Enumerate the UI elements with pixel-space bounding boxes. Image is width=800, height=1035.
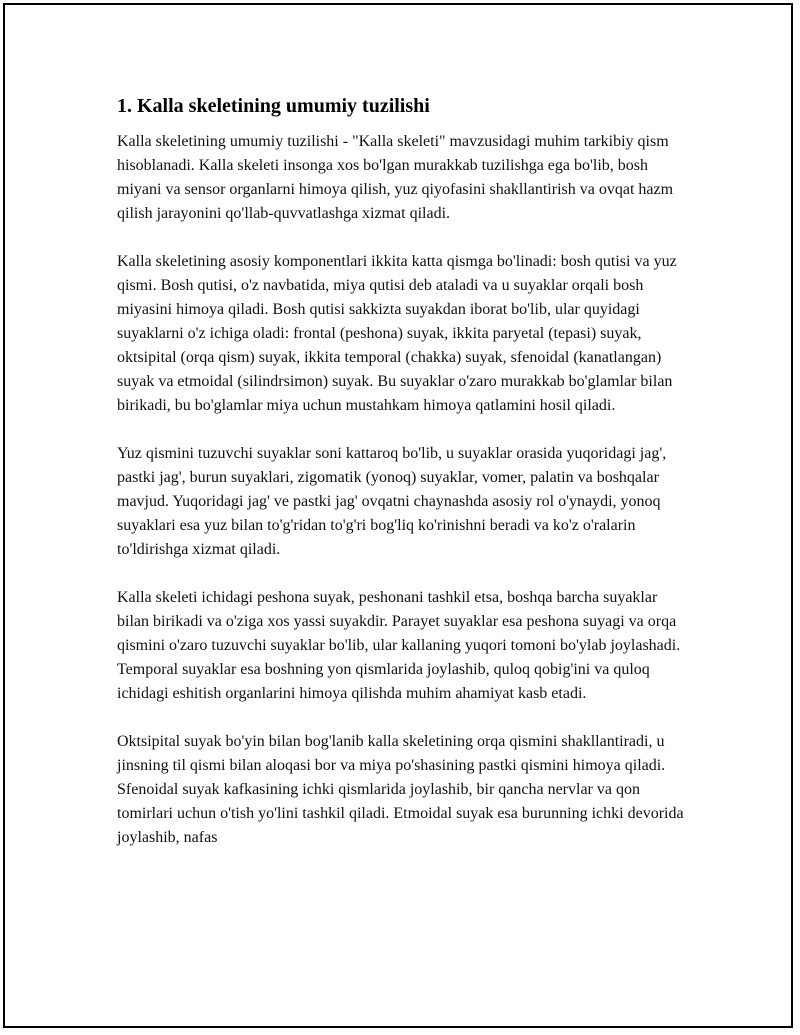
document-body [117,92,692,874]
paragraph-1: Kalla skeletining umumiy tuzilishi - "Kalla skeleti" mavzusidagi muhim tarkibiy qism hisoblanadi. Kalla skeleti insonga xos bo'lgan murakkab tuzilishga ega bo'lib, bosh miyani va sensor organlarni himoya qilish, yuz qiyofasini shakllantirish va ovqat hazm qilish jarayonini qo'llab-quvvatlashga xizmat qiladi. [117,133,674,222]
paragraph-3: Yuz qismini tuzuvchi suyaklar soni kattaroq bo'lib, u suyaklar orasida yuqoridagi jag', pastki jag', burun suyaklari, zigomatik (yonoq) suyaklar, vomer, palatin va boshqalar mavjud. Yuqoridagi jag' ve pastki jag' ovqatni chaynashda asosiy rol o'ynaydi, yonoq suyaklari esa yuz bilan to'g'ridan to'g'ri bog'liq ko'rinishni beradi va ko'z o'ralarin to'ldirishga xizmat qiladi. [117,445,667,558]
paragraph-4: Kalla skeleti ichidagi peshona suyak, peshonani tashkil etsa, boshqa barcha suyaklar bilan birikadi va o'ziga xos yassi suyakdir. Parayet suyaklar esa peshona suyagi va orqa qismini o'zaro tuzuvchi suyaklar bo'lib, ular kallaning yuqori tomoni bo'ylab joylashadi. Temporal suyaklar esa boshning yon qismlarida joylashib, quloq qobig'ini va quloq ichidagi eshitish organlarini himoya qilishda muhim ahamiyat kasb etadi. [117,589,681,702]
paragraph-5: Oktsipital suyak bo'yin bilan bog'lanib kalla skeletining orqa qismini shakllantiradi, u jinsning til qismi bilan aloqasi bor va miya po'shasining pastki qismini himoya qiladi. Sfenoidal suyak kafkasining ichki qismlarida joylashib, bir qancha nervlar va qon tomirlari uchun o'tish yo'lini tashkil qiladi. Etmoidal suyak esa burunning ichki devorida joylashib, nafas [117,733,684,846]
section-heading: 1. Kalla skeletining umumiy tuzilishi [117,95,430,117]
paragraph-2: Kalla skeletining asosiy komponentlari ikkita katta qismga bo'linadi: bosh qutisi va yuz qismi. Bosh qutisi, o'z navbatida, miya qutisi deb ataladi va u suyaklar orqali bosh miyasini himoya qiladi. Bosh qutisi sakkizta suyakdan iborat bo'lib, ular quyidagi suyaklarni o'z ichiga oladi: frontal (peshona) suyak, ikkita paryetal (tepasi) suyak, oktsipital (orqa qism) suyak, ikkita temporal (chakka) suyak, sfenoidal (kanatlangan) suyak va etmoidal (silindrsimon) suyak. Bu suyaklar o'zaro murakkab bo'glamlar bilan birikadi, bu bo'glamlar miya uchun mustahkam himoya qatlamini hosil qiladi. [117,253,677,414]
